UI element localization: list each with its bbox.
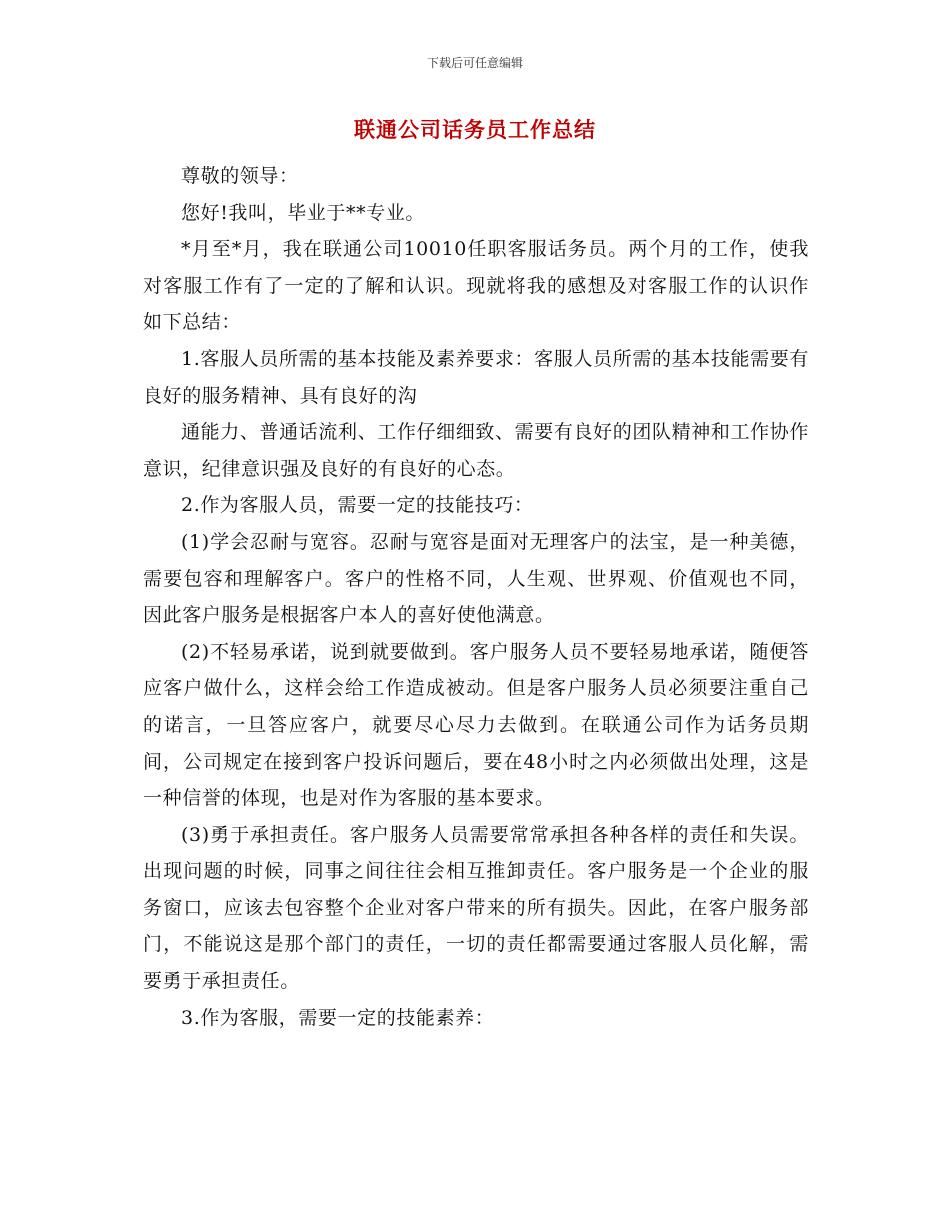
- section-3-heading: 3.作为客服，需要一定的技能素养：: [181, 1006, 495, 1029]
- intro-paragraph: *月至*月，我在联通公司10010任职客服话务员。两个月的工作，使我对客服工作有了一定的了解和认识。现就将我的感想及对客服工作的认识作如下总结：: [143, 238, 809, 334]
- header-note: 下载后可任意编辑: [426, 56, 523, 70]
- section-2-item-3-paragraph: (3)勇于承担责任。客户服务人员需要常常承担各种各样的责任和失误。出现问题的时候，同事之间往往会相互推卸责任。客户服务是一个企业的服务窗口，应该去包容整个企业对客户带来的所有损失。因此，在客户服务部门，不能说这是那个部门的责任，一切的责任都需要通过客服人员化解，需要勇于承担责任。: [143, 823, 809, 993]
- salutation: 尊敬的领导：: [181, 165, 299, 187]
- document-body: [143, 158, 809, 1036]
- section-2-heading: 2.作为客服人员，需要一定的技能技巧：: [181, 494, 534, 517]
- document-title: 联通公司话务员工作总结: [354, 118, 596, 142]
- section-1-paragraph: 1.客服人员所需的基本技能及素养要求：客服人员所需的基本技能需要有良好的服务精神、具有良好的沟: [143, 347, 809, 407]
- section-1-continued-paragraph: 通能力、普通话流利、工作仔细细致、需要有良好的团队精神和工作协作意识，纪律意识强及良好的有良好的心态。: [143, 421, 809, 480]
- greeting-paragraph: 您好!我叫，毕业于**专业。: [181, 201, 426, 224]
- section-2-item-1-paragraph: (1)学会忍耐与宽容。忍耐与宽容是面对无理客户的法宝，是一种美德，需要包容和理解客户。客户的性格不同，人生观、世界观、价值观也不同，因此客户服务是根据客户本人的喜好使他满意。: [143, 530, 809, 627]
- section-2-item-2-paragraph: (2)不轻易承诺，说到就要做到。客户服务人员不要轻易地承诺，随便答应客户做什么，这样会给工作造成被动。但是客户服务人员必须要注重自己的诺言，一旦答应客户，就要尽心尽力去做到。在联通公司作为话务员期间，公司规定在接到客户投诉问题后，要在48小时之内必须做出处理，这是一种信誉的体现，也是对作为客服的基本要求。: [143, 640, 809, 810]
